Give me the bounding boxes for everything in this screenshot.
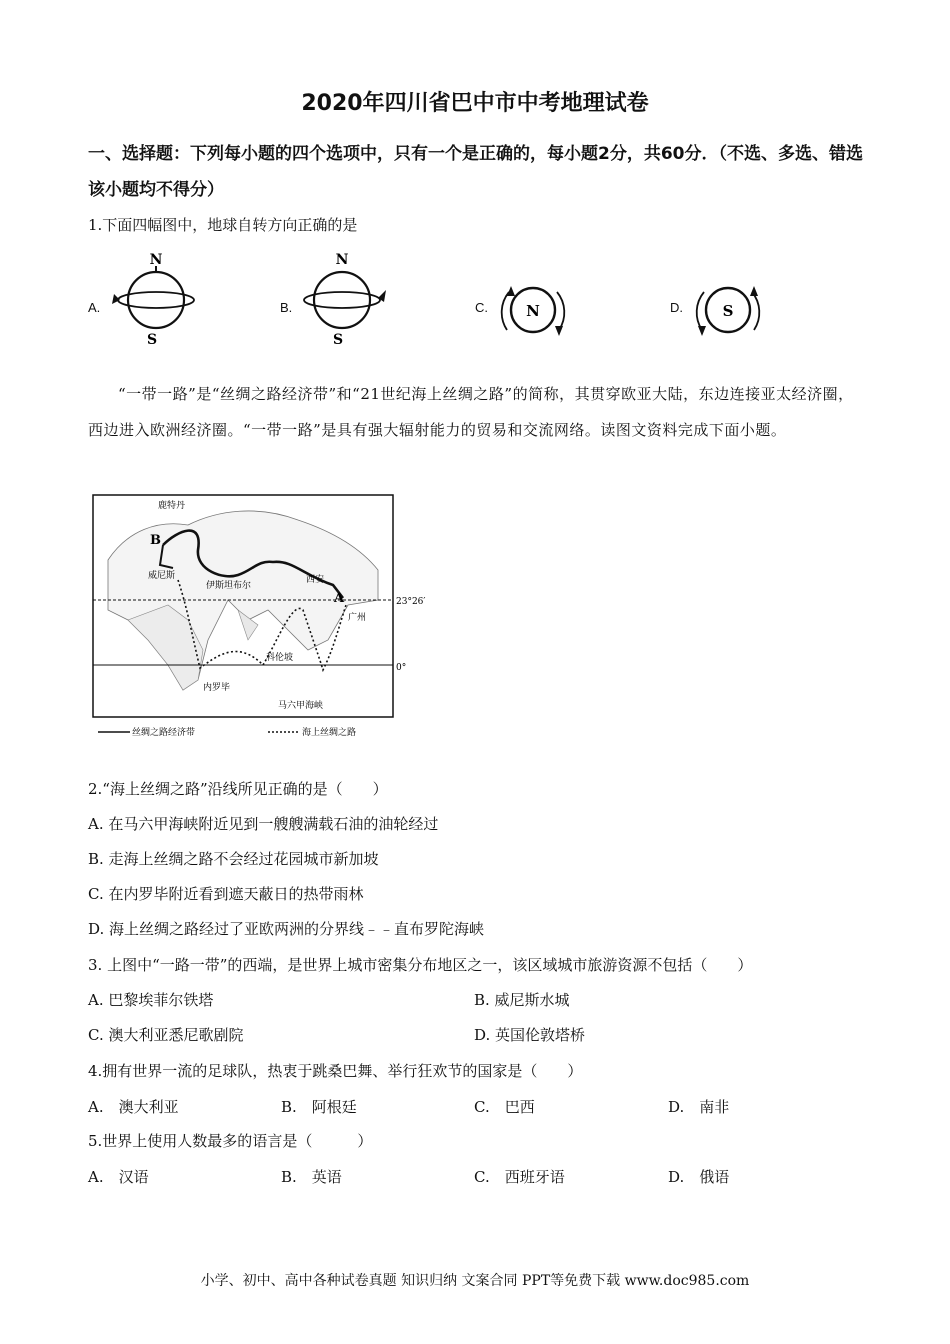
legend-sea-label: 海上丝绸之路 (302, 728, 357, 738)
question-4-stem: 4.拥有世界一流的足球队，热衷于跳桑巴舞、举行狂欢节的国家是（ ） (88, 1062, 583, 1080)
map-label-colombo: 科伦坡 (266, 653, 294, 663)
reading-passage: “一带一路”是“丝绸之路经济带”和“21世纪海上丝绸之路”的简称，其贯穿欧亚大陆，东边连接亚太经济圈，西边进入欧洲经济圈。“一带一路”是具有强大辐射能力的贸易和交流网络。读图文资料完成下面小题。 (88, 385, 854, 439)
question-4-option-a[interactable]: A. 澳大利亚 (88, 1098, 179, 1116)
question-2-option-c[interactable]: C. 在内罗毕附近看到遮天蔽日的热带雨林 (88, 885, 364, 903)
map-label-venice: 威尼斯 (148, 571, 176, 581)
question-2-option-d[interactable]: D. 海上丝绸之路经过了亚欧两洲的分界线﹣﹣直布罗陀海峡 (88, 920, 485, 938)
option-label[interactable]: A. (88, 300, 101, 315)
pole-bottom-label: S (146, 332, 158, 348)
belt-and-road-map (88, 490, 426, 745)
center-pole-label: N (526, 302, 540, 320)
question-5-option-d[interactable]: D. 俄语 (668, 1168, 730, 1186)
center-pole-label: S (722, 302, 734, 320)
question-4-option-b[interactable]: B. 阿根廷 (281, 1098, 357, 1116)
question-5-option-c[interactable]: C. 西班牙语 (474, 1168, 565, 1186)
section-heading: 一、选择题：下列每小题的四个选项中，只有一个是正确的，每小题2分，共60分．（不选、多选、错选该小题均不得分） (88, 144, 863, 200)
map-label-tropic: 23°26′ (396, 597, 426, 607)
question-2-option-b[interactable]: B. 走海上丝绸之路不会经过花园城市新加坡 (88, 850, 379, 868)
polar-rotation-diagram-d (688, 268, 778, 348)
question-3-stem: 3. 上图中“一路一带”的西端，是世界上城市密集分布地区之一，该区域城市旅游资源不包括（ ） (88, 956, 753, 974)
option-label[interactable]: B. (280, 300, 293, 315)
map-label-b: B (150, 533, 161, 548)
map-label-malacca: 马六甲海峡 (278, 701, 324, 711)
question-5-option-a[interactable]: A. 汉语 (88, 1168, 149, 1186)
question-1-options (88, 248, 888, 348)
map-label-guangzhou: 广州 (348, 613, 367, 623)
map-label-nairobi: 内罗毕 (203, 683, 231, 693)
question-2-stem: 2.“海上丝绸之路”沿线所见正确的是（ ） (88, 780, 388, 798)
page-footer[interactable]: 小学、初中、高中各种试卷真题 知识归纳 文案合同 PPT等免费下载 www.doc985.com (200, 1273, 750, 1289)
pole-top-label: N (335, 252, 349, 268)
question-4-option-d[interactable]: D. 南非 (668, 1098, 730, 1116)
map-label-equator: 0° (396, 663, 407, 673)
question-3-option-a[interactable]: A. 巴黎埃菲尔铁塔 (88, 991, 214, 1009)
map-label-istanbul: 伊斯坦布尔 (206, 581, 252, 591)
globe-rotation-diagram-b (294, 248, 394, 348)
map-label-xian: 西安 (306, 575, 325, 585)
pole-top-label: N (149, 252, 163, 268)
question-3-option-c[interactable]: C. 澳大利亚悉尼歌剧院 (88, 1026, 244, 1044)
legend-land-label: 丝绸之路经济带 (132, 728, 196, 738)
page-title: 2020年四川省巴中市中考地理试卷 (301, 91, 649, 116)
option-label[interactable]: D. (670, 300, 683, 315)
map-label-a: A (334, 591, 345, 606)
map-label-rotterdam: 鹿特丹 (158, 501, 186, 511)
option-label[interactable]: C. (475, 300, 488, 315)
question-5-option-b[interactable]: B. 英语 (281, 1168, 342, 1186)
question-4-option-c[interactable]: C. 巴西 (474, 1098, 535, 1116)
question-2-option-a[interactable]: A. 在马六甲海峡附近见到一艘艘满载石油的油轮经过 (88, 815, 439, 833)
question-1-stem: 1.下面四幅图中，地球自转方向正确的是 (88, 216, 358, 234)
pole-bottom-label: S (332, 332, 344, 348)
polar-rotation-diagram-c (493, 268, 583, 348)
globe-rotation-diagram-a (108, 248, 208, 348)
question-5-stem: 5.世界上使用人数最多的语言是（ ） (88, 1132, 373, 1150)
question-3-option-d[interactable]: D. 英国伦敦塔桥 (474, 1026, 586, 1044)
question-3-option-b[interactable]: B. 威尼斯水城 (474, 991, 570, 1009)
